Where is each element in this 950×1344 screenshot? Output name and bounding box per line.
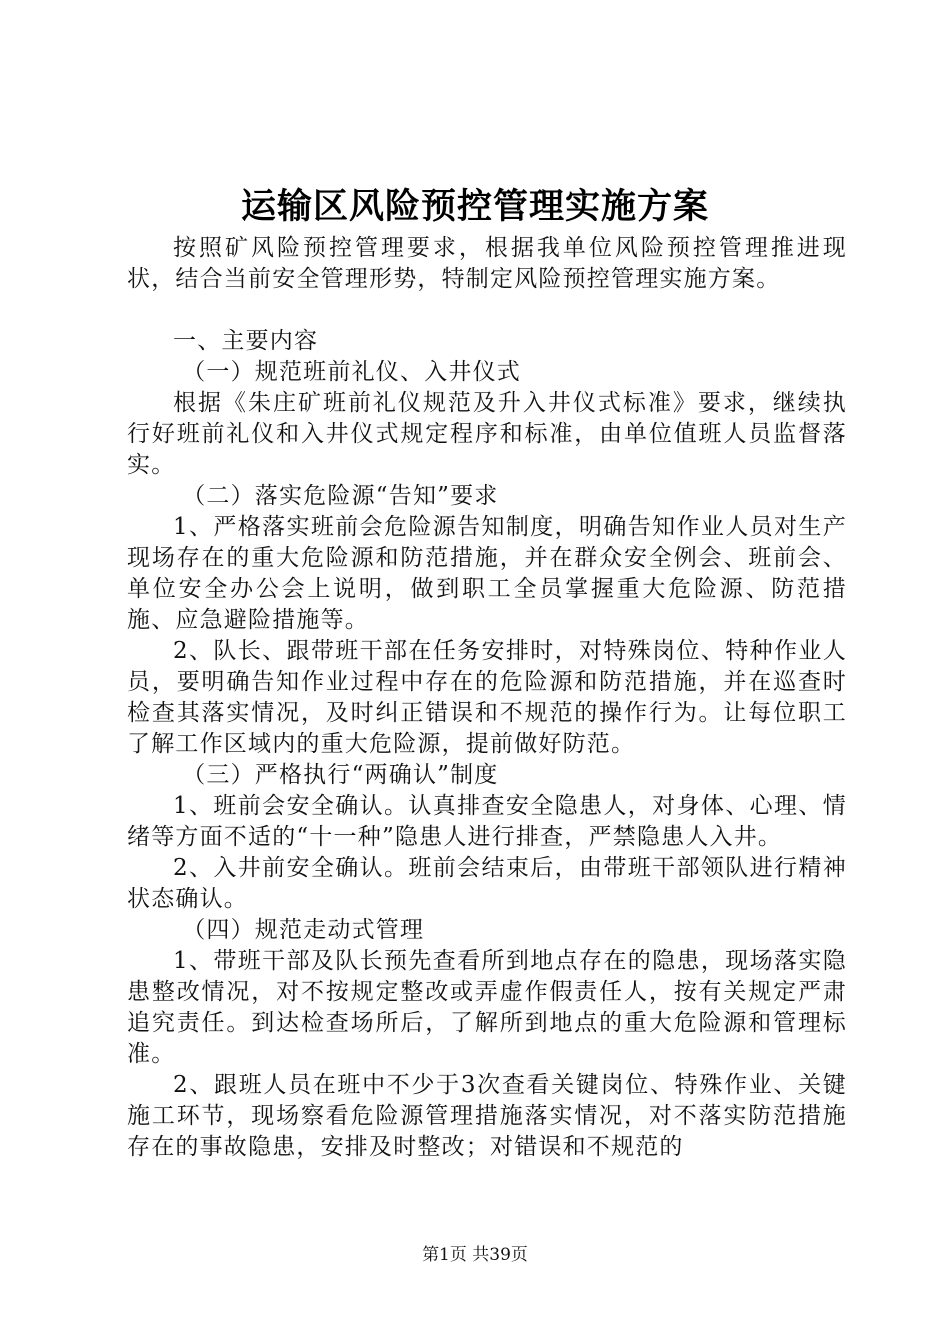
paragraph: 1、班前会安全确认。认真排查安全隐患人，对身体、心理、情绪等方面不适的“十一种”隐患人进行排查，严禁隐患人入井。 [127, 793, 847, 850]
intro-paragraph: 按照矿风险预控管理要求，根据我单位风险预控管理推进现状，结合当前安全管理形势，特制定风险预控管理实施方案。 [127, 235, 847, 292]
paragraph: 2、队长、跟带班干部在任务安排时，对特殊岗位、特种作业人员，要明确告知作业过程中存在的危险源和防范措施，并在巡查时检查其落实情况，及时纠正错误和不规范的操作行为。让每位职工了解工作区域内的重大危险源，提前做好防范。 [127, 638, 847, 757]
subsection-heading-1: （一）规范班前礼仪、入井仪式 [182, 359, 521, 385]
document-title: 运输区风险预控管理实施方案 [240, 186, 709, 227]
paragraph: 1、带班干部及队长预先查看所到地点存在的隐患，现场落实隐患整改情况，对不按规定整改或弄虚作假责任人，按有关规定严肃追究责任。到达检查场所后，了解所到地点的重大危险源和管理标准。 [127, 948, 847, 1067]
document-body [127, 233, 847, 1163]
page-number-footer: 第1页 共39页 [422, 1245, 528, 1265]
subsection-heading-3: （三）严格执行“两确认”制度 [182, 762, 499, 788]
paragraph: 根据《朱庄矿班前礼仪规范及升入井仪式标准》要求，继续执行好班前礼仪和入井仪式规定程序和标准，由单位值班人员监督落实。 [127, 390, 847, 478]
paragraph: 2、入井前安全确认。班前会结束后，由带班干部领队进行精神状态确认。 [127, 855, 847, 912]
section-heading-main-content: 一、主要内容 [173, 328, 319, 354]
paragraph: 2、跟班人员在班中不少于3次查看关键岗位、特殊作业、关键施工环节，现场察看危险源管理措施落实情况，对不落实防范措施存在的事故隐患，安排及时整改；对错误和不规范的 [127, 1072, 847, 1160]
subsection-heading-2: （二）落实危险源“告知”要求 [182, 483, 499, 509]
paragraph: 1、严格落实班前会危险源告知制度，明确告知作业人员对生产现场存在的重大危险源和防范措施，并在群众安全例会、班前会、单位安全办公会上说明，做到职工全员掌握重大危险源、防范措施、应急避险措施等。 [127, 514, 847, 633]
subsection-heading-4: （四）规范走动式管理 [182, 917, 425, 943]
